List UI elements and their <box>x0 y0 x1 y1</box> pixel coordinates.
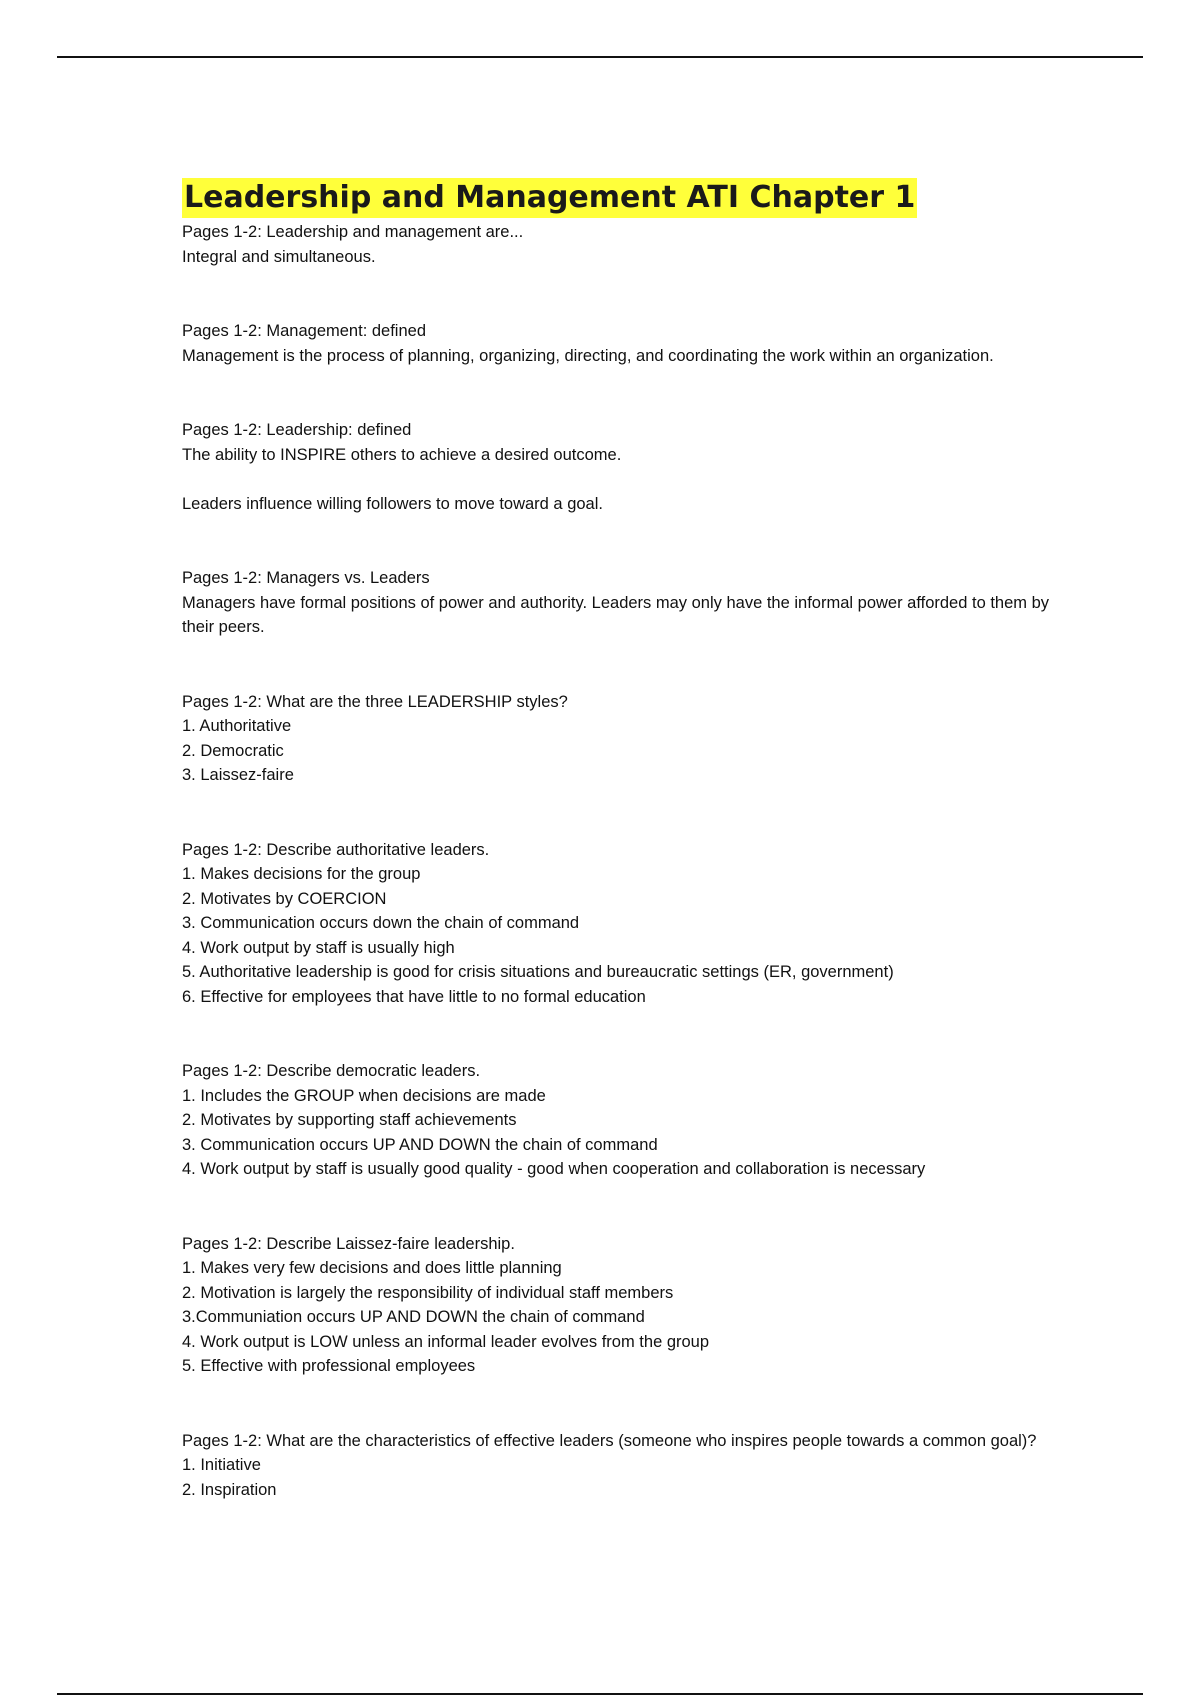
section-5 <box>182 838 1062 1010</box>
section-heading: Pages 1-2: Describe democratic leaders. <box>182 1062 481 1080</box>
section-line: 2. Inspiration <box>182 1480 277 1499</box>
section-line: 1. Makes very few decisions and does little planning <box>182 1259 562 1277</box>
section-line: 5. Effective with professional employees <box>182 1357 476 1375</box>
section-7 <box>182 1232 1062 1379</box>
section-line: Management is the process of planning, organizing, directing, and coordinating the work within an organization. <box>182 346 994 365</box>
page-bottom-rule <box>57 1693 1143 1695</box>
section-line: 1. Authoritative <box>182 717 292 735</box>
section-heading: Pages 1-2: Describe authoritative leaders. <box>182 840 490 859</box>
section-line: Managers have formal positions of power and authority. Leaders may only have the informal power afforded to them by their peers. <box>182 593 1050 636</box>
section-line: 1. Initiative <box>182 1456 261 1474</box>
section-line: 2. Motivates by COERCION <box>182 889 387 908</box>
section-heading: Pages 1-2: What are the three LEADERSHIP styles? <box>182 692 568 711</box>
section-line: 4. Work output is LOW unless an informal leader evolves from the group <box>182 1332 710 1351</box>
section-1 <box>182 319 1062 368</box>
section-line: 1. Makes decisions for the group <box>182 865 421 883</box>
document-body <box>182 178 1062 1552</box>
section-heading: Pages 1-2: What are the characteristics of effective leaders (someone who inspires people towards a common goal)? <box>182 1431 1037 1450</box>
section-line: 2. Motivation is largely the responsibility of individual staff members <box>182 1283 674 1302</box>
section-heading: Pages 1-2: Describe Laissez-faire leadership. <box>182 1234 515 1253</box>
document-title: Leadership and Management ATI Chapter 1 <box>182 178 917 218</box>
section-heading: Pages 1-2: Leadership: defined <box>182 421 412 439</box>
section-4 <box>182 690 1062 788</box>
section-line: 3. Laissez-faire <box>182 766 294 784</box>
section-line: The ability to INSPIRE others to achieve a desired outcome. <box>182 445 622 464</box>
blank-line <box>182 467 1062 492</box>
section-line: 3.Communiation occurs UP AND DOWN the chain of command <box>182 1308 645 1326</box>
section-heading: Pages 1-2: Leadership and management are... <box>182 223 524 241</box>
section-8 <box>182 1429 1062 1503</box>
section-line: 5. Authoritative leadership is good for crisis situations and bureaucratic settings (ER, government) <box>182 963 894 981</box>
section-heading: Pages 1-2: Management: defined <box>182 322 426 340</box>
section-line: 4. Work output by staff is usually high <box>182 938 455 957</box>
section-line: 2. Motivates by supporting staff achievements <box>182 1111 517 1129</box>
section-line: 6. Effective for employees that have little to no formal education <box>182 987 646 1006</box>
section-3 <box>182 566 1062 640</box>
page-top-rule <box>57 56 1143 58</box>
section-line: Integral and simultaneous. <box>182 247 376 266</box>
section-line: Leaders influence willing followers to move toward a goal. <box>182 494 603 513</box>
section-6 <box>182 1059 1062 1182</box>
section-0 <box>182 220 1062 269</box>
section-line: 3. Communication occurs down the chain of command <box>182 914 580 932</box>
section-line: 1. Includes the GROUP when decisions are made <box>182 1086 546 1105</box>
section-2 <box>182 418 1062 516</box>
section-line: 4. Work output by staff is usually good quality - good when cooperation and collaboration is necessary <box>182 1160 926 1178</box>
section-line: 3. Communication occurs UP AND DOWN the chain of command <box>182 1135 658 1154</box>
section-line: 2. Democratic <box>182 741 284 760</box>
section-heading: Pages 1-2: Managers vs. Leaders <box>182 569 430 587</box>
